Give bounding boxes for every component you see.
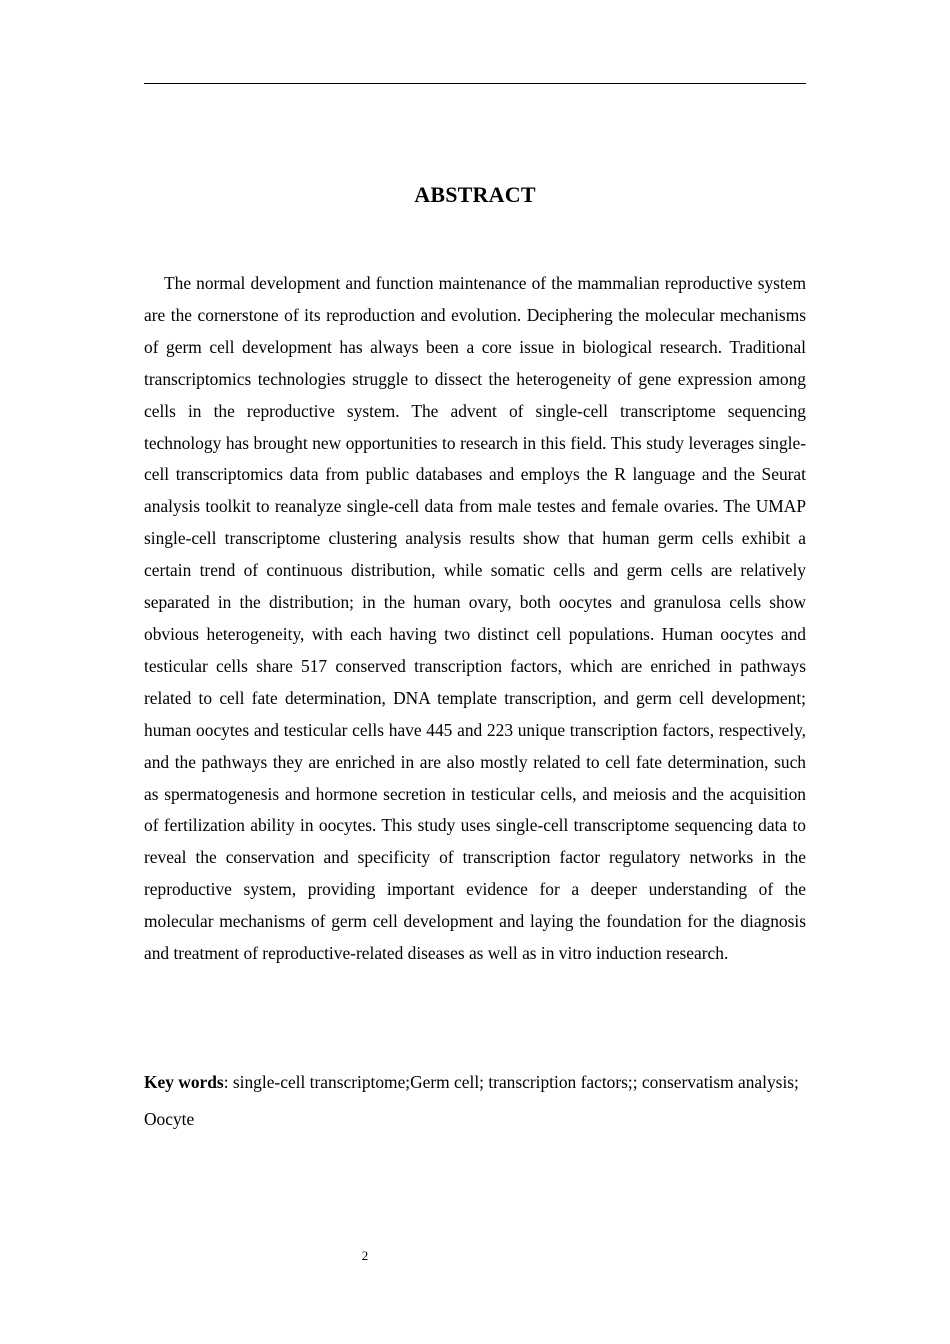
page-title: ABSTRACT <box>414 182 536 207</box>
abstract-body: The normal development and function maintenance of the mammalian reproductive system are the cornerstone of its reproduction and evolution. Deciphering the molecular mechanisms of germ cell development has always been a core issue in biological research. Traditional transcriptomics technologies struggle to dissect the heterogeneity of gene expression among cells in the reproductive system. The advent of single-cell transcriptome sequencing technology has brought new opportunities to research in this field. This study leverages single-cell transcriptomics data from public databases and employs the R language and the Seurat analysis toolkit to reanalyze single-cell data from male testes and female ovaries. The UMAP single-cell transcriptome clustering analysis results show that human germ cells exhibit a certain trend of continuous distribution, while somatic cells and germ cells are relatively separated in the distribution; in the human ovary, both oocytes and granulosa cells show obvious heterogeneity, with each having two distinct cell populations. Human oocytes and testicular cells share 517 conserved transcription factors, which are enriched in pathways related to cell fate determination, DNA template transcription, and germ cell development; human oocytes and testicular cells have 445 and 223 unique transcription factors, respectively, and the pathways they are enriched in are also mostly related to cell fate determination, such as spermatogenesis and hormone secretion in testicular cells, and meiosis and the acquisition of fertilization ability in oocytes. This study uses single-cell transcriptome sequencing data to reveal the conservation and specificity of transcription factor regulatory networks in the reproductive system, providing important evidence for a deeper understanding of the molecular mechanisms of germ cell development and laying the foundation for the diagnosis and treatment of reproductive-related diseases as well as in vitro induction research. <box>144 273 806 964</box>
page-number: 2 <box>361 1248 369 1263</box>
keywords-label: Key words <box>144 1072 224 1092</box>
header-rule <box>144 83 806 84</box>
keywords-line <box>144 1064 806 1138</box>
keywords-text: single-cell transcriptome;Germ cell; transcription factors;; conservatism analysis; Oocyte <box>144 1072 799 1129</box>
keywords-separator: : <box>223 1072 233 1092</box>
